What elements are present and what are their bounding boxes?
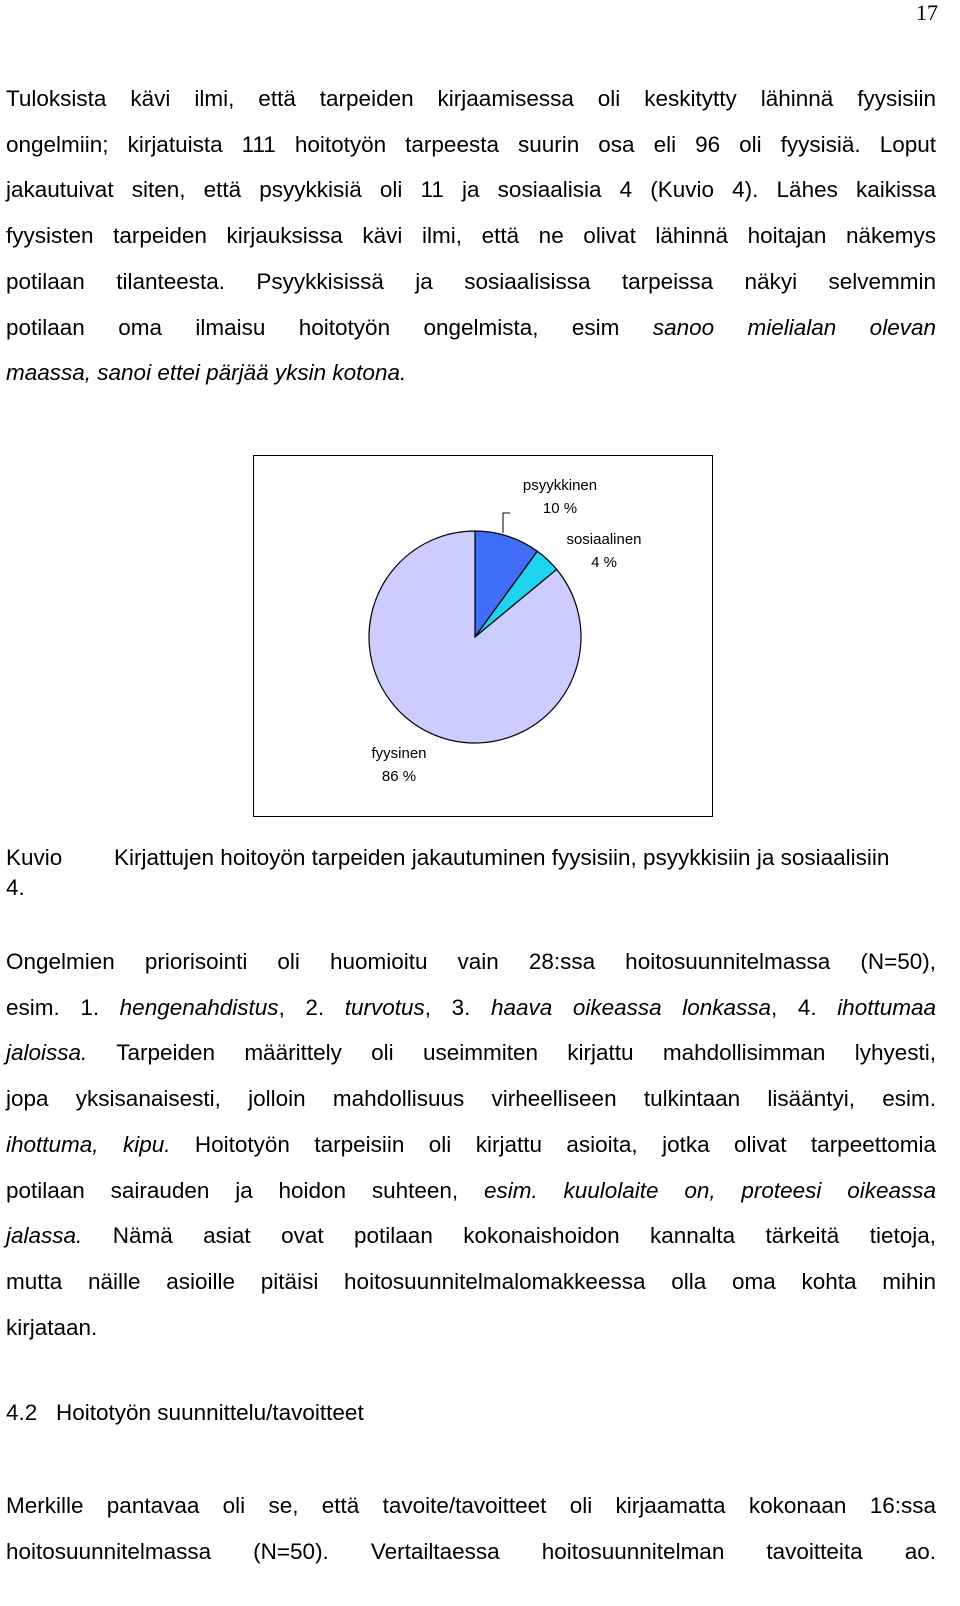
leader-line-psyykkinen: [503, 513, 510, 533]
paragraph-results: [6, 76, 936, 396]
text-line: [6, 1076, 936, 1122]
text-run: Tuloksista kävi ilmi, että tarpeiden kirjaamisessa oli keskitytty lähinnä fyysisiin: [6, 86, 936, 111]
text-line: [6, 76, 936, 122]
caption-text: Kirjattujen hoitoyön tarpeiden jakautuminen fyysisiin, psyykkisiin ja sosiaalisiin: [114, 845, 890, 870]
pie-chart-svg: [254, 456, 714, 818]
slice-percent-fyysinen: 86 %: [381, 768, 417, 785]
section-title: Hoitotyön suunnittelu/tavoitteet: [56, 1400, 364, 1425]
italic-example-text: hengenahdistus: [119, 994, 279, 1020]
page-number: 17: [916, 0, 938, 25]
text-line: [6, 1213, 936, 1259]
text-line: [6, 1168, 936, 1214]
text-run: esim. 1.: [6, 994, 120, 1020]
text-run: hoitosuunnitelmassa (N=50). Vertailtaessa hoitosuunnitelman tavoitteita ao.: [6, 1538, 936, 1564]
italic-example-text: ihottuma, kipu.: [6, 1131, 171, 1157]
text-line: [6, 350, 936, 396]
text-line: [6, 1259, 936, 1305]
paragraph-goals: [6, 1483, 936, 1574]
slice-label-fyysinen: fyysinen: [371, 745, 427, 762]
text-line: [6, 167, 936, 213]
text-run: ongelmiin; kirjatuista 111 hoitotyön tarpeesta suurin osa eli 96 oli fyysisiä. Loput: [6, 131, 936, 157]
italic-example-text: esim. kuulolaite on, proteesi oikeassa: [483, 1177, 937, 1203]
text-line: [6, 1305, 936, 1351]
text-line: [6, 1122, 936, 1168]
section-number: 4.2: [6, 1400, 38, 1425]
text-line: [6, 985, 936, 1031]
text-line: [6, 122, 936, 168]
text-run: , 2.: [278, 994, 345, 1020]
paragraph-prioritization: [6, 939, 936, 1350]
text-run: potilaan oma ilmaisu hoitotyön ongelmista, esim: [6, 314, 653, 340]
text-run: , 3.: [424, 994, 491, 1020]
text-run: Nämä asiat ovat potilaan kokonaishoidon kannalta tärkeitä tietoja,: [82, 1223, 936, 1249]
slice-label-sosiaalinen: sosiaalinen: [566, 531, 642, 548]
text-run: fyysisten tarpeiden kirjauksissa kävi ilmi, että ne olivat lähinnä hoitajan näkemys: [6, 223, 936, 249]
italic-example-text: sanoo mielialan olevan: [652, 314, 936, 340]
text-run: , 4.: [771, 994, 838, 1020]
pie-chart: [253, 455, 713, 817]
text-line: [6, 1529, 936, 1575]
text-run: Merkille pantavaa oli se, että tavoite/tavoitteet oli kirjaamatta kokonaan 16:ssa: [6, 1493, 936, 1518]
text-run: potilaan sairauden ja hoidon suhteen,: [6, 1177, 484, 1203]
text-line: [6, 259, 936, 305]
text-line: [6, 305, 936, 351]
italic-example-text: ihottumaa: [837, 994, 936, 1020]
text-run: mutta näille asioille pitäisi hoitosuunnitelmalomakkeessa olla oma kohta mihin: [6, 1268, 936, 1294]
slice-label-psyykkinen: psyykkinen: [522, 477, 598, 494]
text-run: jakautuivat siten, että psyykkisiä oli 11 ja sosiaalisia 4 (Kuvio 4). Lähes kaikissa: [6, 177, 936, 203]
italic-example-text: haava oikeassa lonkassa: [490, 994, 772, 1020]
text-run: Tarpeiden määrittely oli useimmiten kirjattu mahdollisimman lyhyesti,: [87, 1040, 936, 1066]
italic-example-text: jalassa.: [6, 1223, 83, 1249]
slice-percent-psyykkinen: 10 %: [542, 500, 578, 517]
text-line: [6, 939, 936, 985]
italic-example-text: maassa, sanoi ettei pärjää yksin kotona.: [6, 360, 407, 386]
text-line: [6, 1483, 936, 1529]
italic-example-text: jaloissa.: [6, 1040, 88, 1066]
text-run: potilaan tilanteesta. Psyykkisissä ja sosiaalisissa tarpeissa näkyi selvemmin: [6, 268, 936, 294]
text-run: jopa yksisanaisesti, jolloin mahdollisuus virheelliseen tulkintaan lisääntyi, esim.: [6, 1086, 936, 1112]
italic-example-text: turvotus: [344, 994, 425, 1020]
slice-percent-sosiaalinen: 4 %: [591, 554, 617, 571]
text-run: kirjataan.: [6, 1314, 98, 1340]
text-line: [6, 1030, 936, 1076]
text-run: Ongelmien priorisointi oli huomioitu vain 28:ssa hoitosuunnitelmassa (N=50),: [6, 949, 936, 974]
text-line: [6, 213, 936, 259]
text-run: Hoitotyön tarpeisiin oli kirjattu asioita, jotka olivat tarpeettomia: [170, 1131, 936, 1157]
caption-number: Kuvio 4.: [6, 845, 63, 900]
